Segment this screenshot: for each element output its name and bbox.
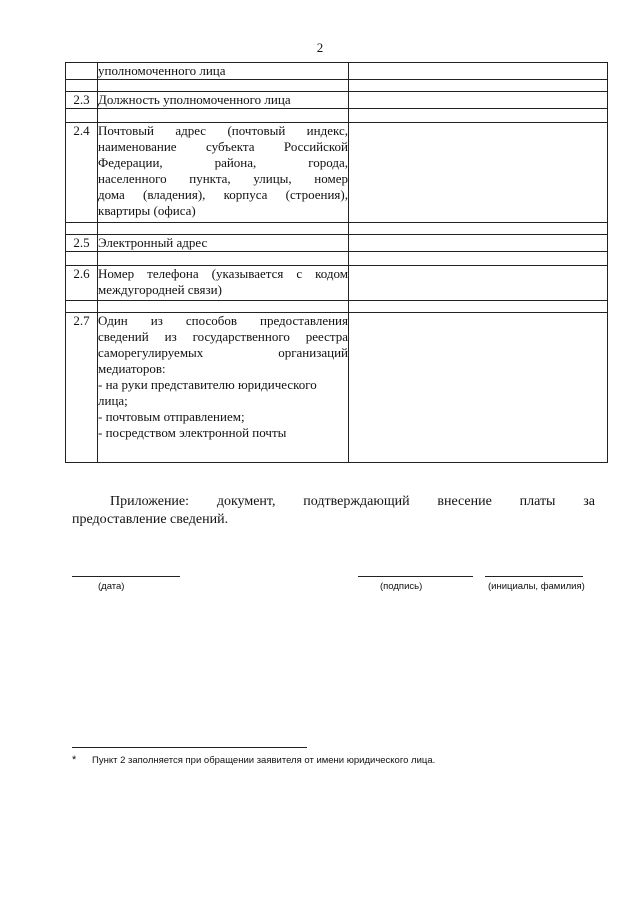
value-cell[interactable] — [349, 63, 608, 80]
spacer-row — [66, 80, 608, 92]
row-number: 2.7 — [66, 313, 98, 463]
date-label: (дата) — [98, 581, 125, 592]
footnote-text: Пункт 2 заполняется при обращении заявителя от имени юридического лица. — [92, 755, 436, 766]
row-number: 2.5 — [66, 235, 98, 252]
value-cell[interactable] — [349, 266, 608, 301]
row-description: Один из способов предоставления сведений из государственного реестра саморегулируемых организаций медиаторов: - на руки представителю юридического лица; - почтовым отправлением; - посредством электронной почты — [98, 313, 349, 463]
spacer-row — [66, 109, 608, 123]
value-cell[interactable] — [349, 235, 608, 252]
row-number — [66, 63, 98, 80]
table-row-2-6 — [66, 266, 608, 301]
table-row-2-7 — [66, 313, 608, 463]
page-number: 2 — [316, 40, 324, 55]
appendix-text: Приложение: документ, подтверждающий внесение платы за предоставление сведений. — [72, 494, 595, 527]
table-row-2-4 — [66, 123, 608, 223]
table-row-continuation — [66, 63, 608, 80]
date-line[interactable] — [72, 576, 180, 577]
footnote-divider — [72, 747, 307, 748]
spacer-row — [66, 252, 608, 266]
value-cell[interactable] — [349, 313, 608, 463]
row-description: Электронный адрес — [98, 235, 349, 252]
table-row-2-5 — [66, 235, 608, 252]
row-number: 2.6 — [66, 266, 98, 301]
row-description: Номер телефона (указывается с кодом междугородней связи) — [98, 266, 349, 301]
value-cell[interactable] — [349, 123, 608, 223]
form-table — [65, 62, 608, 463]
signature-label: (подпись) — [380, 581, 423, 592]
footnote-mark: * — [72, 754, 77, 766]
name-line[interactable] — [485, 576, 583, 577]
name-label: (инициалы, фамилия) — [488, 581, 585, 592]
spacer-row — [66, 223, 608, 235]
row-description: Почтовый адрес (почтовый индекс, наименование субъекта Российской Федерации, района, города, населенного пункта, улицы, номер дома (владения), корпуса (строения), квартиры (офиса) — [98, 123, 349, 223]
row-description: Должность уполномоченного лица — [98, 92, 349, 109]
value-cell[interactable] — [349, 92, 608, 109]
spacer-row — [66, 301, 608, 313]
footnote — [72, 754, 592, 766]
signature-line[interactable] — [358, 576, 473, 577]
row-description: уполномоченного лица — [98, 63, 349, 80]
row-number: 2.3 — [66, 92, 98, 109]
table-row-2-3 — [66, 92, 608, 109]
row-number: 2.4 — [66, 123, 98, 223]
